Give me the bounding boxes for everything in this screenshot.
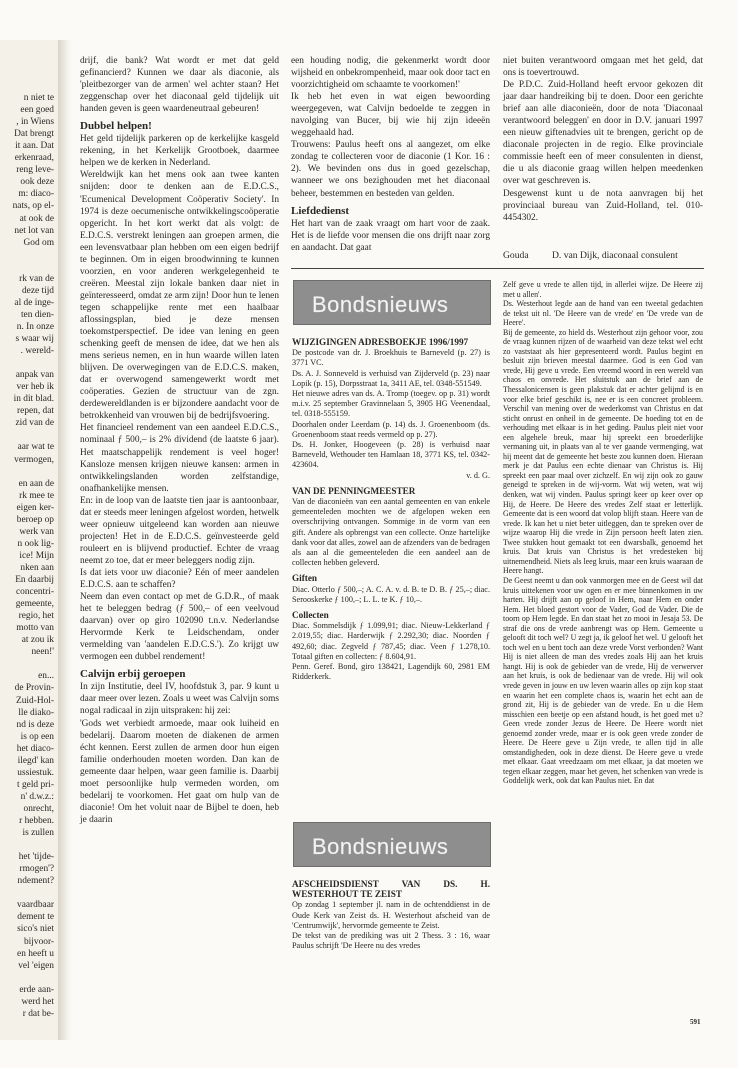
paragraph: een houding nodig, die gekenmerkt wordt door wijsheid en onbekrompenheid, maar ook door tact en voorzichtigheid om schaamte te voorkomen!' <box>291 56 490 91</box>
paragraph: Ds. Westerhout legde aan de hand van een tweetal gedachten de tekst uit nl. 'De Heere van de vrede' en 'De vrede van de Heere'. <box>503 299 703 328</box>
prev-page-fragment: ver heb ik <box>16 382 54 393</box>
paragraph: Ik heb het even in wat eigen bewoording weergegeven, wat Calvijn bedoelde te zeggen in navolging van Bucer, bij wie hij zijn ideeën weggehaald had. <box>291 92 490 139</box>
prev-page-fragment: . wereld- <box>20 346 54 357</box>
paragraph: Penn. Geref. Bond, giro 138421, Lagendijk 60, 2981 EM Ridderkerk. <box>292 662 490 682</box>
prev-page-fragment: en aan de <box>18 478 54 489</box>
prev-page-fragment: sico's niet <box>17 924 54 935</box>
prev-page-fragment: een goed <box>20 105 54 116</box>
prev-page-fragment: zid van de <box>15 418 54 429</box>
paragraph: Ds. H. Jonker, Hoogeveen (p. 28) is verhuisd naar Barneveld, Wethouder ten Hamlaan 18, 3771 KS, tel. 0342-423604. <box>292 440 490 470</box>
prev-page-fragment: m: diaco- <box>18 189 54 200</box>
article-column-1 <box>80 55 279 826</box>
paragraph: Is dat iets voor uw diaconie? Eén of meer aandelen E.D.C.S. aan te schaffen? <box>80 567 279 591</box>
paragraph: Diac. Otterlo ƒ 500,–; A. C. A. v. d. B. te D. B. ƒ 25,–; diac. Serooskerke ƒ 100,–; L. L. te K. ƒ 10,–. <box>292 584 490 604</box>
paragraph: Ds. A. J. Sonneveld is verhuisd van Zijderveld (p. 23) naar Lopik (p. 15), Dorpsstraat 1a, 3411 AE, tel. 0348-551549. <box>292 368 490 388</box>
prev-page-fragment: werk van <box>19 526 54 537</box>
prev-page-fragment: bijvoor- <box>23 936 54 947</box>
paragraph: 'Gods wet verbiedt armoede, maar ook luiheid en bedelarij. Daarom moeten de diakenen de armen écht kennen. Eerst zullen de armen door hun eigen familie onderhouden moeten worden. Dan kan de gemeente daar helpen, waar geen familie is. Daarbij moet persoonlijke hulp vermeden worden, om bedelarij te voorkomen. Het gaat om hulp van de diaconie! Om het voluit naar de Bijbel te doen, heb je daarin <box>80 718 279 825</box>
paragraph: Op zondag 1 september jl. nam in de ochtenddienst in de Oude Kerk van Zeist ds. H. Westerhout afscheid van de 'Centrumwijk', hervormde gemeente te Zeist. <box>292 900 490 930</box>
paragraph: Het nieuwe adres van ds. A. Tromp (toegev. op p. 31) wordt m.i.v. 25 september Gravinnelaan 5, 3905 HG Veenendaal, tel. 0318-555159. <box>292 389 490 419</box>
prev-page-fragment: n niet te <box>23 93 54 103</box>
prev-page-fragment: nd is deze <box>16 719 54 730</box>
previous-page-margin <box>0 40 59 1040</box>
paragraph: Bij de gemeente, zo hield ds. Westerhout zijn gehoor voor, zou de vraag kunnen rijzen of de waarheid van deze tekst wel echt zo vaststaat als hier gepresenteerd wordt. Paulus begint en besluit zijn brieven meestal daarmee. God is een God van vrede, Hij geve u vrede. Een vreemd woord in een wereld van chaos en onvrede. Het sluitstuk aan de brief aan de Thessalonicensen is geen plakstuk dat er achter gelijmd is en voor elke brief geschikt is, nee er is een concreet probleem. Verschil van mening over de wederkomst van Christus en dat sticht onrust en onheil in de gemeente. De hoeding tot en de verhouding met elkaar is in het geding. Paulus pleit niet voor een algehele breuk, maar hij spreekt een broederlijke vermaning uit, in plaats van al te ver gaande vermenging, wat hij meent dat de gemeente het beste zou kunnen doen. Hieraan merk je dat Paulus een echte dienaar van Christus is. Hij spreekt een paar maal over zichzelf. En wij zijn ook zo gauw geneigd te spreken in de wij-vorm. Wat wij weten, wat wij denken, wat wij vinden. Paulus springt keer op keer over op Hij, de Heere. De Heere des vredes Zelf staat er letterlijk. Gemeente dat is een woord dat volop blijft staan. Heere van de vrede. Ik kan het u niet beter uitleggen, dan te spreken over de wijze waarop Hij die vrede in Zijn persoon heeft laten zien. Twee stukken hout gemaakt tot een dwarsbalk, genoemd het kruis. Dat kruis van Christus is het vredesteken bij uitnemendheid. Niets als leeg kruis, maar een kruis waaraan de Heere hangt. <box>503 327 703 576</box>
prev-page-fragment: al de inge- <box>14 297 54 308</box>
prev-page-fragment: at zou ik <box>21 635 54 646</box>
author-initials: v. d. G. <box>466 470 490 480</box>
signature-place: Gouda <box>503 250 529 261</box>
prev-page-fragment: rk mee te <box>19 490 54 501</box>
prev-page-fragment: in dit blad. <box>13 394 54 405</box>
prev-page-fragment: beroep op <box>16 514 54 525</box>
prev-page-fragment: ndement? <box>17 876 54 887</box>
article-column-2 <box>291 55 490 254</box>
prev-page-fragment: ussiestuk. <box>17 767 54 778</box>
prev-page-fragment: de Provin- <box>14 683 54 694</box>
prev-page-fragment: en... <box>38 671 54 682</box>
prev-page-fragment: regio, het <box>18 611 54 622</box>
prev-page-fragment: aar wat te <box>17 442 54 453</box>
news-heading: AFSCHEIDSDIENST VAN DS. H. WESTERHOUT TE ZEIST <box>292 879 490 900</box>
prev-page-fragment: en heeft u <box>17 948 54 959</box>
prev-page-fragment: , in Wiens <box>16 117 54 128</box>
prev-page-fragment: deze tijd <box>21 285 54 296</box>
paragraph: Neem dan even contact op met de G.D.R., of maak het te beleggen bedrag (ƒ 500,– of een veelvoud daarvan) over op giro 102090 t.n.v. Nederlandse Hervormde Kerk te Leidschendam, onder vermelding van 'aandelen E.D.C.S.'). Zo krijgt uw vermogen een dubbel rendement! <box>80 592 279 663</box>
paragraph: Het financieel rendement van een aandeel E.D.C.S., nominaal ƒ 500,– is 2% dividend (de laatste 6 jaar). Het maatschappelijk rendement is veel hoger! Kansloze mensen krijgen nieuwe kansen: armen in ontwikkelingslanden worden zelfstandige, onafhankelijke mensen. <box>80 423 279 494</box>
prev-page-fragment: neen!' <box>31 647 54 658</box>
prev-page-fragment: n ook lig- <box>17 538 54 549</box>
prev-page-fragment: ten dien- <box>20 309 54 320</box>
news-subheading: Giften <box>292 573 318 584</box>
prev-page-fragment: vermogen, <box>14 454 54 465</box>
prev-page-fragment: r dat be- <box>22 1008 54 1019</box>
paragraph: drijf, die bank? Wat wordt er met dat geld gefinancierd? Kunnen we daar als diaconie, als 'pleitbezorger van de armen' wel achter staan? Het zeggenschap over het diaconaal geld tijdelijk uit handen geven is geen waardeneutraal gebeuren! <box>80 56 279 115</box>
banner-title: Bondsnieuws <box>312 834 449 859</box>
bondsnieuws-banner <box>293 822 491 867</box>
prev-page-fragment: gemeente, <box>15 599 54 610</box>
paragraph: De postcode van dr. J. Broekhuis te Barneveld (p. 27) is 3771 VC. <box>292 348 490 368</box>
prev-page-fragment: ice! Mijn <box>19 550 54 561</box>
prev-page-fragment: n. In onze <box>16 321 54 332</box>
prev-page-fragment: nats, op el- <box>12 201 54 212</box>
prev-page-fragment: het 'tijde- <box>18 852 54 863</box>
page-fold-shadow <box>58 40 72 1040</box>
news-column-bottom <box>292 874 490 951</box>
paragraph: Desgewenst kunt u de nota aanvragen bij het provinciaal bureau van Zuid-Holland, tel. 010-4454302. <box>503 188 703 223</box>
paragraph: Doorhalen onder Leerdam (p. 14) ds. J. Groenenboom (ds. Groenenboom staat reeds vermeld op p. 27). <box>292 419 490 439</box>
prev-page-fragment: ilegd' kan <box>17 755 54 766</box>
paragraph: Van de diaconieën van een aantal gemeenten en van enkele gemeenteleden mochten we de afgelopen weken een overschrijving ontvangen. Sommige in de vorm van een gift. Andere als opbrengst van een collecte. Onze hartelijke dank voor dat alles, zowel aan de afzenders van de bedragen als aan al die gemeenteleden die een aandeel aan de collecten hebben geleverd. <box>292 497 490 568</box>
paragraph: niet buiten verantwoord omgaan met het geld, dat ons is toevertrouwd. <box>503 56 703 79</box>
prev-page-fragment: at ook de <box>19 213 54 224</box>
paragraph: In zijn Institutie, deel IV, hoofdstuk 3, par. 9 kunt u daar meer over lezen. Zoals u weet was Calvijn soms nogal radicaal in zijn uitspraken: hij zei: <box>80 682 279 717</box>
prev-page-fragment: Zuid-Hol- <box>15 695 54 706</box>
news-subheading: Collecten <box>292 610 329 621</box>
news-column <box>292 332 490 683</box>
paragraph: Het geld tijdelijk parkeren op de kerkelijke kasgeld rekening, in het Kerkelijk Grootboek, daarmee helpen we de kerken in Nederland. <box>80 134 279 169</box>
paragraph: De Geest neemt u dan ook vanmorgen mee en de Geest wil dat kruis uittekenen voor uw ogen en er mee binnenkomen in uw harten. Hij drijft aan op geloof in Hem, naar Hem en onder Hem. Het bloed gestort voor de Vader, God de Vader. Die de toorn op Hem legde. En dan staat het zo mooi in Jesaja 53. De straf die ons de vrede aanbrengt was op Hem. Gemeente u gelooft dit toch wel? U zegt ja, ik geloof het wel. U gelooft het toch wel en u bent toch aan deze vrede Vorst verbonden? Want Hij is niet alleen de man des vredes zoals Hij aan het kruis hangt. Hij is ook de gebieder van de vrede, Hij de verwerver aan het kruis, is ook de bedienaar van de vrede. Hij wil ook vrede geven in jouw en uw leven waarin alles op zijn kop staat en waarin het een complete chaos is, waarin het echt aan de grond zit, Hij is de gebieder van de vrede. En u die Hem misschien een beetje op een afstand houdt, is het goed met u? Geen vrede zonder Jezus de Heere. De Heere wordt niet genoemd zonder vrede, maar er is ook geen vrede zonder de Heere. De Heere geve u Zijn vrede, te allen tijd in alle omstandigheden, ook in deze dienst. De Heere geve u vrede met elkaar. Gaat vreedzaam om met elkaar, ja dat moeten we tegen elkaar zeggen, maar het geven, het schenken van vrede is Goddelijk werk, ook dat kan Paulus niet. En dat <box>503 575 703 786</box>
paragraph: Het hart van de zaak vraagt om hart voor de zaak. Het is de liefde voor mensen die ons drijft naar zorg en aandacht. Dat gaat <box>291 218 490 253</box>
prev-page-fragment: het diaco- <box>16 743 54 754</box>
prev-page-fragment: dement te <box>17 912 54 923</box>
prev-page-fragment: ook deze <box>20 177 54 188</box>
sermon-column <box>503 280 703 786</box>
paragraph: De tekst van de prediking was uit 2 Thess. 3 : 16, waar Paulus schrijft 'De Heere nu des vredes <box>292 931 490 951</box>
bondsnieuws-banner <box>293 280 491 325</box>
prev-page-fragment: God om <box>23 237 54 248</box>
prev-page-fragment: eigen ker- <box>16 502 54 513</box>
news-heading: VAN DE PENNINGMEESTER <box>292 485 416 496</box>
prev-page-fragment: rk van de <box>19 273 54 284</box>
prev-page-fragment: anpak van <box>15 370 54 381</box>
section-heading: Calvijn erbij geroepen <box>80 668 186 681</box>
prev-page-fragment: erde aan- <box>19 984 54 995</box>
page-number: 591 <box>690 1018 701 1026</box>
prev-page-fragment: net lot van <box>14 225 54 236</box>
prev-page-fragment: repen, dat <box>17 406 54 417</box>
prev-page-fragment: lle diako- <box>18 707 54 718</box>
section-heading: Liefdedienst <box>291 204 350 217</box>
prev-page-fragment: t geld pri- <box>17 779 54 790</box>
prev-page-fragment: erkenraad, <box>14 153 54 164</box>
prev-page-fragment: is op een <box>20 731 54 742</box>
paragraph: Diac. Sommelsdijk ƒ 1.099,91; diac. Nieuw-Lekkerland ƒ 2.019,55; diac. Harderwijk ƒ 2.292,30; diac. Noorden ƒ 492,60; diac. Zegveld ƒ 787,45; diac. Veen ƒ 1.278,10. Totaal giften en collecten: ƒ 8.604,91. <box>292 621 490 661</box>
prev-page-fragment: reng leve- <box>16 165 54 176</box>
prev-page-fragment: vaardbaar <box>17 900 54 911</box>
signature-name: D. van Dijk, diaconaal consulent <box>552 250 678 261</box>
paragraph: De P.D.C. Zuid-Holland heeft ervoor gekozen dit jaar daar handreiking bij te doen. Door een gerichte brief aan alle diaconieën, door de nota 'Diaconaal verantwoord beleggen' en door in D.V. januari 1997 een nieuw giftenadvies uit te brengen, gericht op de diaconale projecten in de regio. Elke provinciale commissie heeft een of meer consulenten in dienst, die u als diaconie graag willen helpen meedenken over wat geschreven is. <box>503 80 703 187</box>
divider <box>291 268 704 269</box>
paragraph: Wereldwijk kan het mens ook aan twee kanten snijden: door te denken aan de E.D.C.S., 'Ecumenical Development Coöperativ Society'. In 1974 is deze oecumenische ontwikkelingscoöperatie opgericht. In het kort werkt dat als volgt: de E.D.C.S. verstrekt leningen aan groepen armen, die een levensvatbaar plan hebben om een eigen bedrijf te beginnen. Om in eigen broodwinning te kunnen voorzien, en voor anderen werkgelegenheid te creëren. Meestal zijn lokale banken daar niet in geïnteresseerd, omdat ze arm zijn! Door hun te lenen tegen schappelijke rente met een haalbaar aflossingsplan, bied je deze mensen toekomstperspectief. De idee van lening en geen schenking geeft de mensen de idee, dat we hen als mens serieus nemen, en in hun waarde willen laten blijven. De overwegingen van de E.D.C.S. maken, dat er overwogend samengewerkt wordt met coöperaties. Gezien de structuur van de zgn. derdewereldlanden is er bijzondere aandacht voor de betrokkenheid van vrouwen bij de bedrijfsvoering. <box>80 170 279 422</box>
prev-page-fragment: it aan. Dat <box>15 141 54 152</box>
prev-page-fragment: is zullen <box>22 828 54 839</box>
paragraph: En: in de loop van de laatste tien jaar is aantoonbaar, dat er steeds meer leningen afgelost worden, hetwelk weer opnieuw uitgeleend kan worden aan nieuwe projecten! Het in de E.D.C.S. geïnvesteerde geld rouleert en is blijvend productief. Echter de vraag neemt zo toe, dat er meer beleggers nodig zijn. <box>80 495 279 566</box>
paragraph: Zelf geve u vrede te allen tijd, in allerlei wijze. De Heere zij met u allen'. <box>503 280 703 299</box>
prev-page-fragment: motto van <box>16 623 54 634</box>
prev-page-fragment: onrecht, <box>23 803 54 814</box>
news-heading: WIJZIGINGEN ADRESBOEKJE 1996/1997 <box>292 337 469 347</box>
prev-page-fragment: s waar wij <box>15 334 54 344</box>
prev-page-fragment: Dat brengt <box>14 129 54 140</box>
prev-page-fragment: r hebben. <box>19 816 54 826</box>
banner-title: Bondsnieuws <box>312 292 449 317</box>
prev-page-fragment: n' d.w.z.: <box>20 791 54 802</box>
section-heading: Dubbel helpen! <box>80 120 152 133</box>
prev-page-fragment: En daarbij <box>15 575 54 585</box>
paragraph: Trouwens: Paulus heeft ons al aangezet, om elke zondag te collecteren voor de diaconie (1 Kor. 16 : 2). We bevinden ons dus in goed gezelschap, wanneer we ons bezighouden met het diaconaal beheer, bestemmen en besteden van gelden. <box>291 140 490 199</box>
prev-page-fragment: nken aan <box>20 562 54 573</box>
prev-page-fragment: concentri- <box>16 587 54 598</box>
prev-page-fragment: vel 'eigen <box>18 960 54 971</box>
prev-page-fragment: werd het <box>21 996 54 1007</box>
article-column-3 <box>503 55 703 224</box>
prev-page-fragment: rmogen'? <box>19 864 54 875</box>
